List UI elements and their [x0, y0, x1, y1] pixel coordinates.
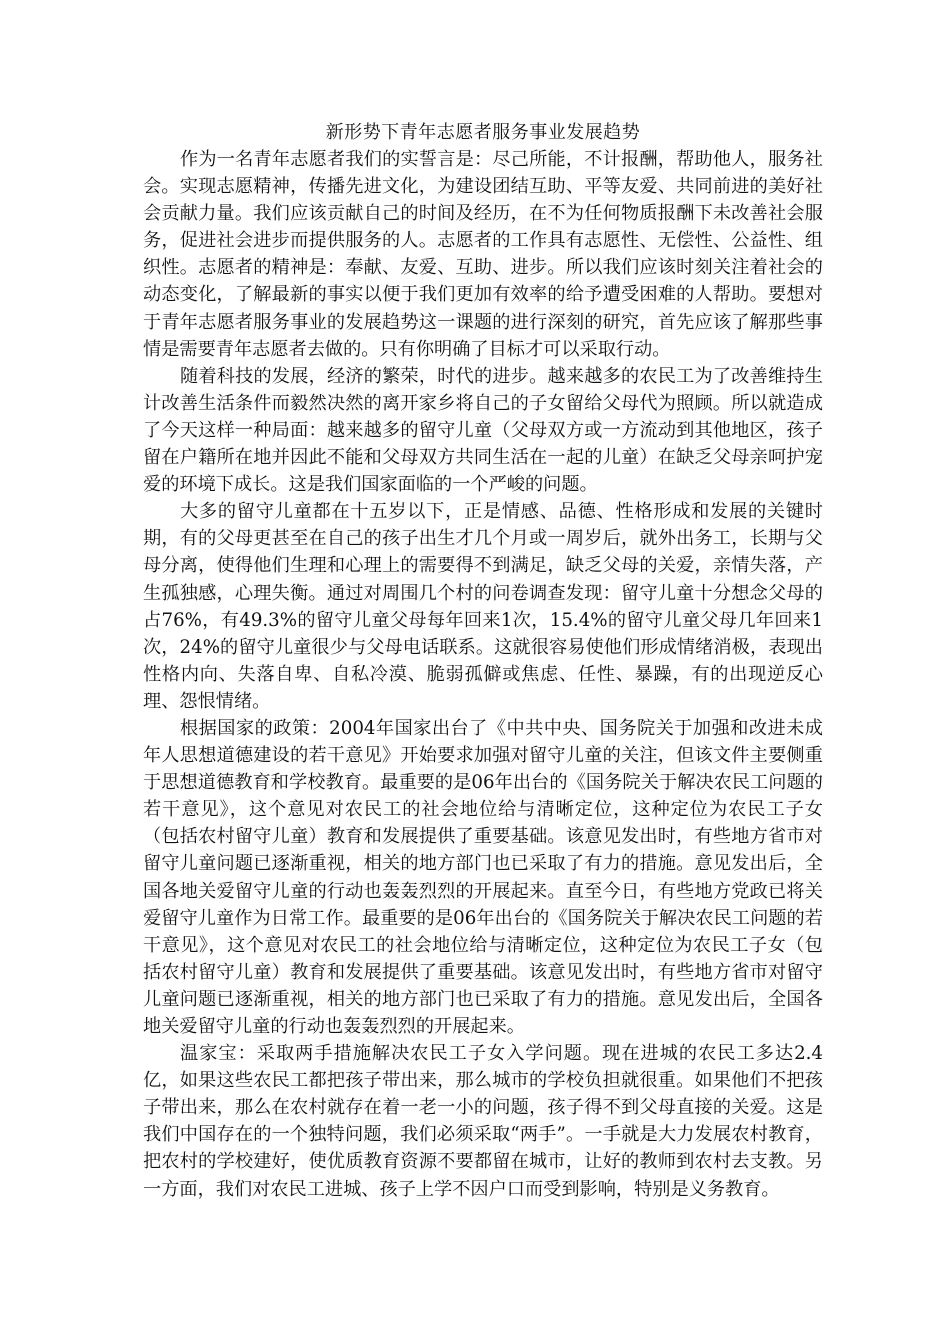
paragraph-national-policy: 根据国家的政策：2004年国家出台了《中共中央、国务院关于加强和改进未成年人思想道德建设的若干意见》开始要求加强对留守儿童的关注，但该文件主要侧重于思想道德教育和学校教育。最重要的是06年出台的《国务院关于解决农民工问题的若干意见》，这个意见对农民工的社会地位给与清晰定位，这种定位为农民工子女（包括农村留守儿童）教育和发展提供了重要基础。该意见发出时，有些地方省市对留守儿童问题已逐渐重视，相关的地方部门也已采取了有力的措施。意见发出后，全国各地关爱留守儿童的行动也轰轰烈烈的开展起来。直至今日，有些地方党政已将关爱留守儿童作为日常工作。最重要的是06年出台的《国务院关于解决农民工问题的若干意见》，这个意见对农民工的社会地位给与清晰定位，这种定位为农民工子女（包括农村留守儿童）教育和发展提供了重要基础。该意见发出时，有些地方省市对留守儿童问题已逐渐重视，相关的地方部门也已采取了有力的措施。意见发出后，全国各地关爱留守儿童的行动也轰轰烈烈的开展起来。 [143, 717, 823, 1037]
paragraph-volunteer-spirit: 作为一名青年志愿者我们的实誓言是：尽己所能，不计报酬，帮助他人，服务社会。实现志愿精神，传播先进文化，为建设团结互助、平等友爱、共同前进的美好社会贡献力量。我们应该贡献自己的时间及经历，在不为任何物质报酬下未改善社会服务，促进社会进步而提供服务的人。志愿者的工作具有志愿性、无偿性、公益性、组织性。志愿者的精神是：奉献、友爱、互助、进步。所以我们应该时刻关注着社会的动态变化，了解最新的事实以便于我们更加有效率的给予遭受困难的人帮助。要想对于青年志愿者服务事业的发展趋势这一课题的进行深刻的研究，首先应该了解那些事情是需要青年志愿者去做的。只有你明确了目标才可以采取行动。 [143, 149, 823, 360]
document-title: 新形势下青年志愿者服务事业发展趋势 [325, 122, 641, 143]
paragraph-left-behind-children: 随着科技的发展，经济的繁荣，时代的进步。越来越多的农民工为了改善维持生计改善生活条件而毅然决然的离开家乡将自己的子女留给父母代为照顾。所以就造成了今天这样一种局面：越来越多的留守儿童（父母双方或一方流动到其他地区，孩子留在户籍所在地并因此不能和父母双方共同生活在一起的儿童）在缺乏父母亲呵护宠爱的环境下成长。这是我们国家面临的一个严峻的问题。 [143, 365, 823, 496]
paragraph-wen-jiabao: 温家宝：采取两手措施解决农民工子女入学问题。现在进城的农民工多达2.4亿，如果这些农民工都把孩子带出来，那么城市的学校负担就很重。如果他们不把孩子带出来，那么在农村就存在着一老一小的问题，孩子得不到父母直接的关爱。这是我们中国存在的一个独特问题，我们必须采取“两手”。一手就是大力发展农村教育，把农村的学校建好，使优质教育资源不要都留在城市，让好的教师到农村去支教。另一方面，我们对农民工进城、孩子上学不因户口而受到影响，特别是义务教育。 [143, 1043, 823, 1200]
document-page [143, 120, 823, 1203]
paragraph-survey-findings: 大多的留守儿童都在十五岁以下，正是情感、品德、性格形成和发展的关键时期，有的父母更甚至在自己的孩子出生才几个月或一周岁后，就外出务工，长期与父母分离，使得他们生理和心理上的需要得不到满足，缺乏父母的关爱，亲情失落，产生孤独感，心理失衡。通过对周围几个村的问卷调查发现：留守儿童十分想念父母的占76%，有49.3%的留守儿童父母每年回来1次，15.4%的留守儿童父母几年回来1次，24%的留守儿童很少与父母电话联系。这就很容易使他们形成情绪消极，表现出性格内向、失落自卑、自私冷漠、脆弱孤僻或焦虑、任性、暴躁，有的出现逆反心理、怨恨情绪。 [143, 501, 823, 712]
